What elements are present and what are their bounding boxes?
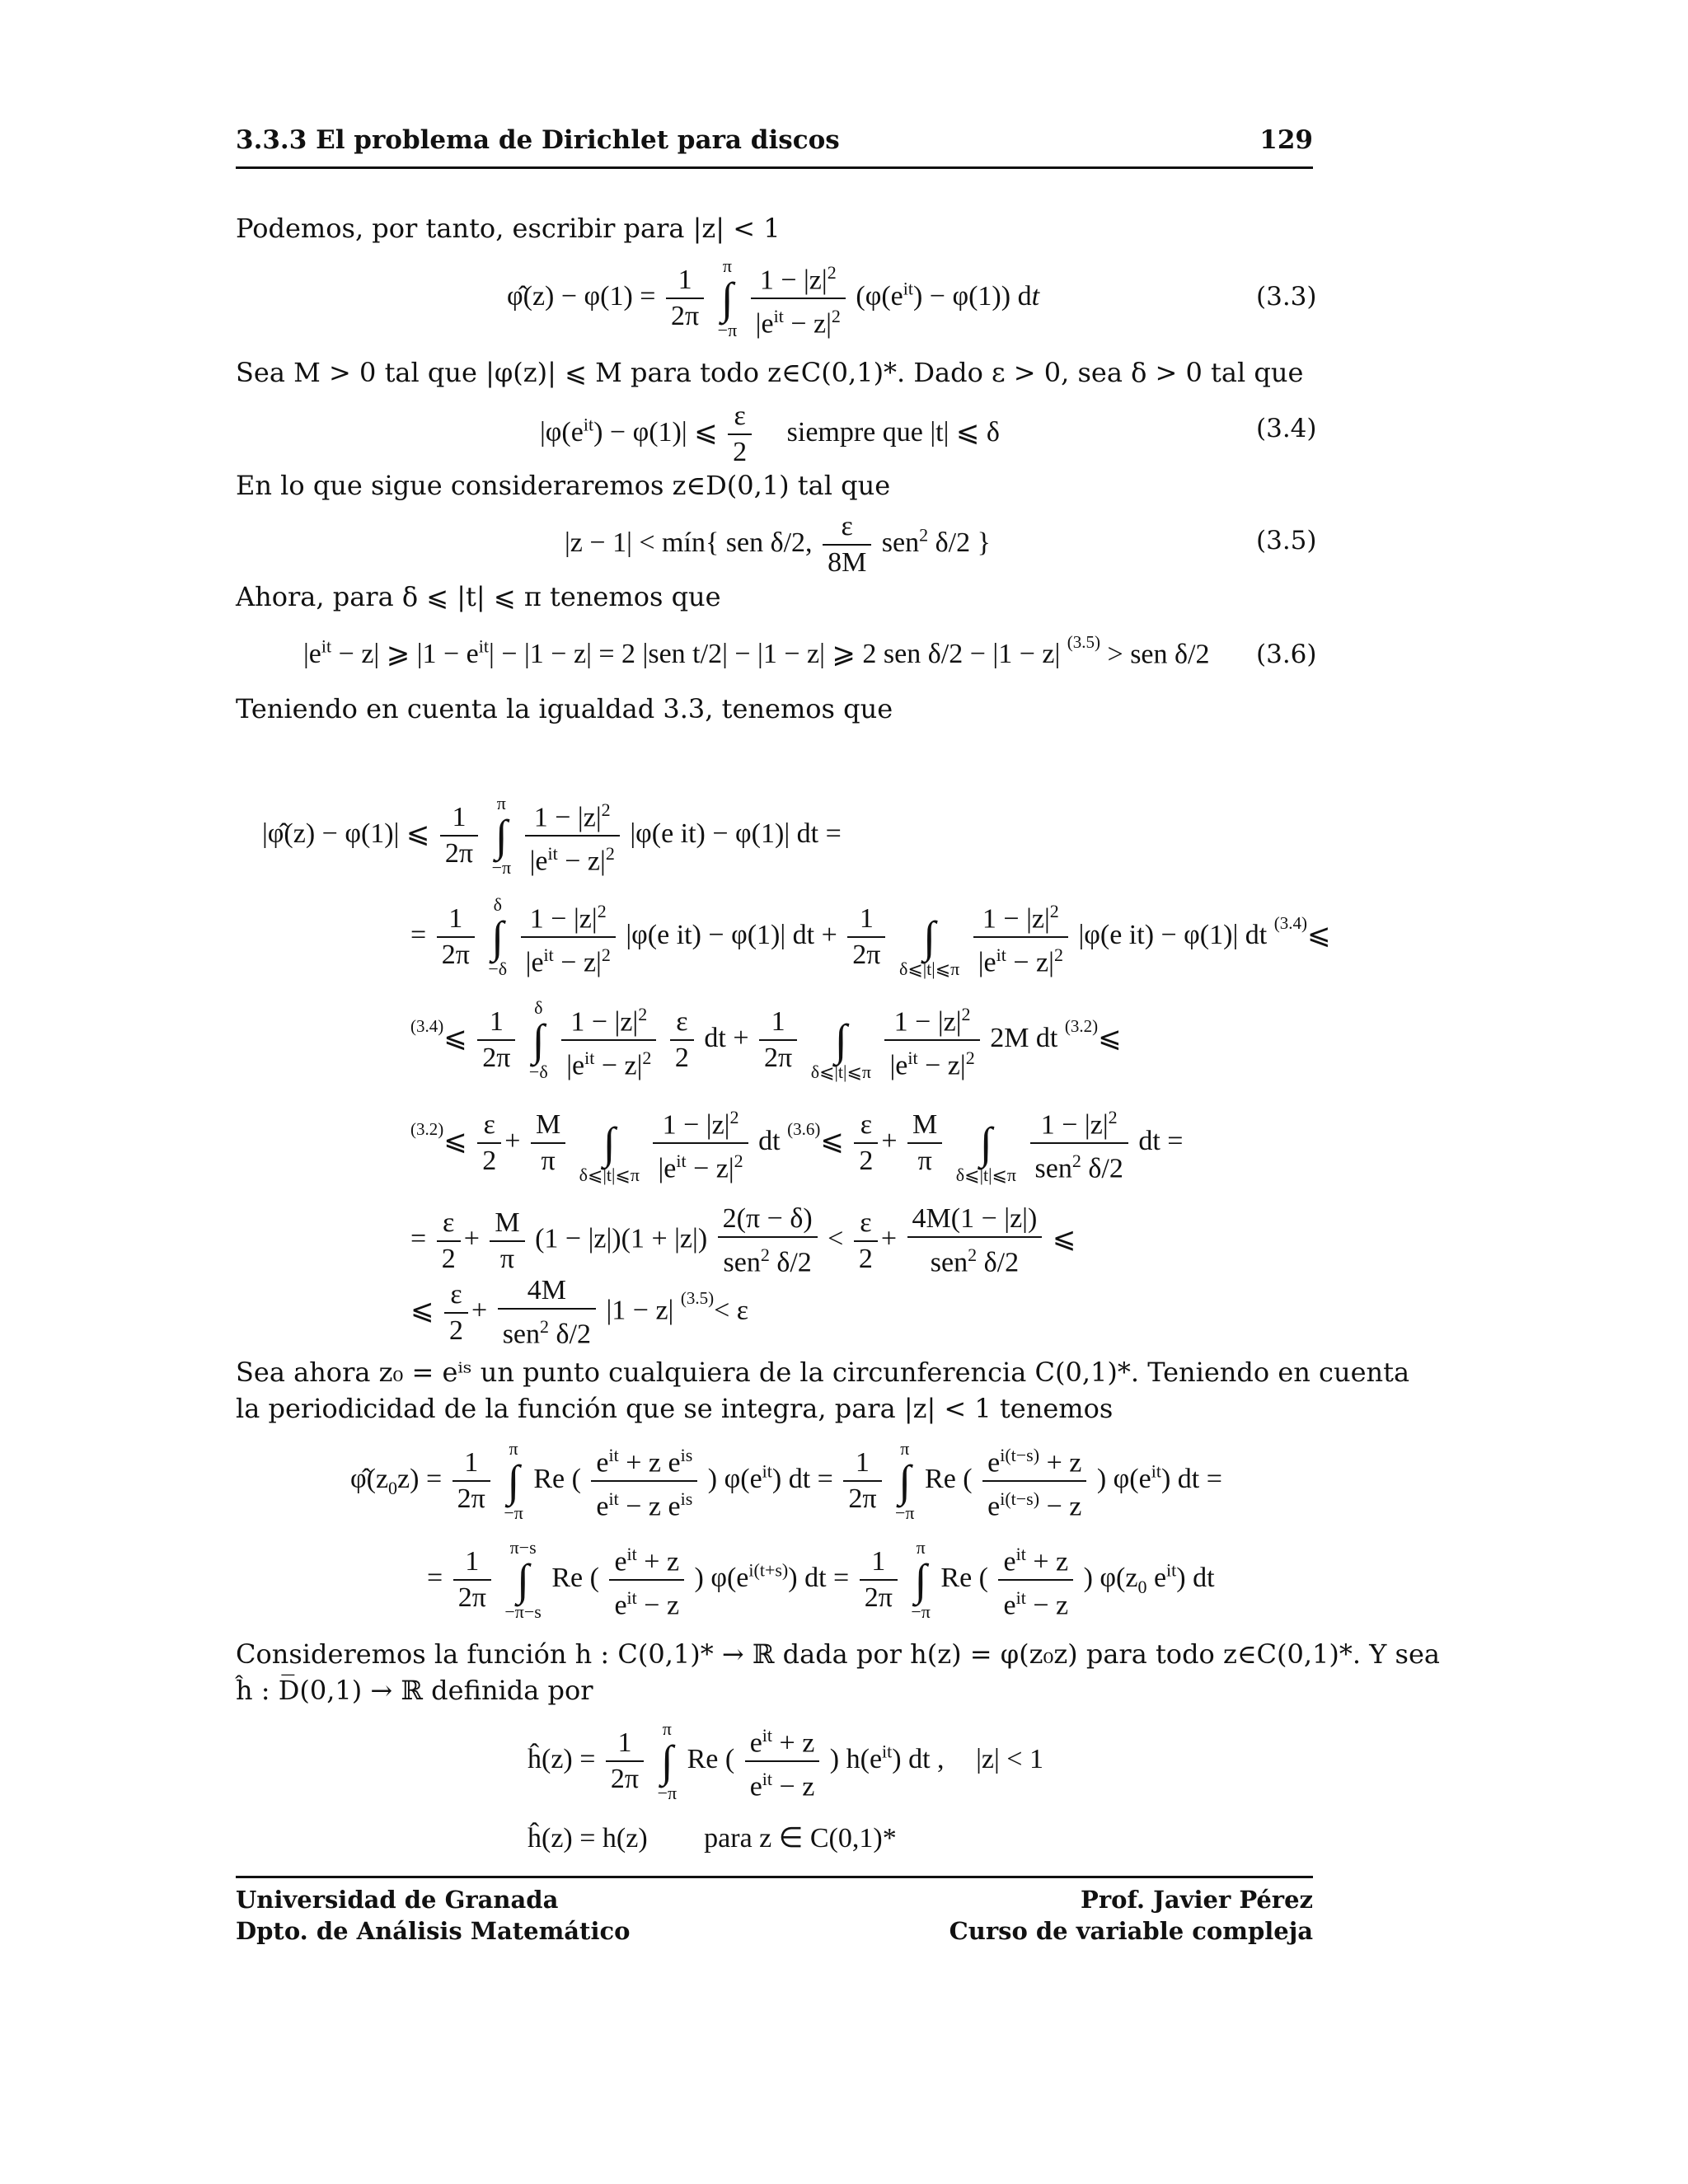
derivation-line-2: = $\frac{1}{2\pi}$ δ ∫ −δ $\frac{1 - |z|^2}{|e^{it} - z|^2}$ |φ(e it) − φ(1)| dt + $\frac{1}{2\pi}$ ∫ δ⩽|t|⩽π $\frac{1 - |z|^2}{|e^{it} - z|^2}$ |φ(e it) − φ(1)| dt $^{(3.4)}$⩽ bbox=[410, 894, 1331, 980]
running-header bbox=[236, 125, 1313, 169]
reference-3-2-a: (3.2) bbox=[1064, 1016, 1099, 1037]
equation-h-hat-2: ĥ(z) = h(z) para z ∈ C(0,1)* bbox=[528, 1823, 897, 1854]
equation-phi-hat-line-2: = $\frac{1}{2\pi}$ π−s ∫ −π−s Re ( $\frac{e^{it} + z}{e^{it} - z}$ ) $\varphi(e^{i(t+s)})$ dt = $\frac{1}{2\pi}$ π ∫ −π Re ( $\frac{e^{it} + z}{e^{it} - z}$ ) $\varphi(z_0$ $e^{it}$) dt bbox=[427, 1537, 1215, 1623]
paragraph-6-line-2: la periodicidad de la función que se integra, para |z| < 1 tenemos bbox=[236, 1393, 1114, 1424]
equation-3-4: $|\varphi(e^{it}) - \varphi(1)|$ ⩽ $\frac{\varepsilon}{2}$ siempre que |t| ⩽ δ bbox=[540, 401, 1000, 467]
equation-3-5: |z − 1| < mín{ sen δ/2, $\frac{\varepsilon}{8M}$ sen$^2$ δ/2 } bbox=[565, 511, 991, 578]
equation-number-3-3: (3.3) bbox=[1256, 282, 1317, 312]
equation-3-4-condition: siempre que |t| ⩽ δ bbox=[786, 416, 1000, 448]
page-number: 129 bbox=[1259, 125, 1313, 155]
h-hat-condition-1: |z| < 1 bbox=[976, 1744, 1043, 1775]
paragraph-5: Teniendo en cuenta la igualdad 3.3, tenemos que bbox=[236, 693, 893, 724]
equation-h-hat-1: ĥ(z) = $\frac{1}{2\pi}$ π ∫ −π Re ( $\frac{e^{it} + z}{e^{it} - z}$ ) $h(e^{it})$ dt , |z| < 1 bbox=[528, 1718, 1043, 1804]
h-hat-condition-2: para z ∈ C(0,1)* bbox=[704, 1823, 897, 1854]
paragraph-4: Ahora, para δ ⩽ |t| ⩽ π tenemos que bbox=[236, 581, 721, 612]
reference-3-6: (3.6) bbox=[787, 1119, 821, 1140]
paragraph-2: Sea M > 0 tal que |φ(z)| ⩽ M para todo z∈C(0,1)*. Dado ε > 0, sea δ > 0 tal que bbox=[236, 357, 1304, 388]
paragraph-1: Podemos, por tanto, escribir para |z| < 1 bbox=[236, 213, 781, 244]
equation-3-3: φ̂(z) − φ(1) = $\frac{1}{2\pi}$ π ∫ −π $\frac{1 - |z|^2}{|e^{it} - z|^2}$ $(\varphi(e^{it}) - \varphi(1))$ dt bbox=[507, 255, 1040, 341]
equation-number-3-4: (3.4) bbox=[1256, 414, 1317, 443]
reference-3-4-b: (3.4) bbox=[410, 1016, 444, 1037]
paragraph-6 bbox=[236, 1354, 1409, 1427]
equation-phi-hat-line-1: $\varphî(z_0z)$ = $\frac{1}{2\pi}$ π ∫ −π Re ( $\frac{e^{it} + z e^{is}}{e^{it} - z e^{is}}$ ) $\varphi(e^{it})$ dt = $\frac{1}{2\pi}$ π ∫ −π Re ( $\frac{e^{i(t-s)} + z}{e^{i(t-s)} - z}$ ) $\varphi(e^{it})$ dt = bbox=[350, 1438, 1222, 1524]
derivation-line-3: $^{(3.4)}$⩽ $\frac{1}{2\pi}$ δ ∫ −δ $\frac{1 - |z|^2}{|e^{it} - z|^2}$ $\frac{\varepsilon}{2}$ dt + $\frac{1}{2\pi}$ ∫ δ⩽|t|⩽π $\frac{1 - |z|^2}{|e^{it} - z|^2}$ 2M dt $^{(3.2)}$⩽ bbox=[410, 997, 1122, 1083]
section-title: 3.3.3 El problema de Dirichlet para discos bbox=[236, 125, 840, 155]
footer-right bbox=[950, 1884, 1313, 1947]
reference-3-4-a: (3.4) bbox=[1273, 913, 1307, 934]
paragraph-7-line-1: Consideremos la función h : C(0,1)* → ℝ dada por h(z) = φ(z₀z) para todo z∈C(0,1)*. Y sea bbox=[236, 1638, 1440, 1670]
paragraph-6-line-1: Sea ahora z₀ = eⁱˢ un punto cualquiera de la circunferencia C(0,1)*. Teniendo en cuenta bbox=[236, 1357, 1410, 1388]
footer-department: Dpto. de Análisis Matemático bbox=[236, 1917, 631, 1945]
derivation-line-5: = $\frac{\varepsilon}{2}$ + $\frac{M}{\pi}$ (1 − |z|)(1 + |z|) $\frac{2(\pi - \delta)}{sen^2 \delta/2}$ < $\frac{\varepsilon}{2}$ + $\frac{4M(1 - |z|)}{sen^2 \delta/2}$ ⩽ bbox=[410, 1203, 1076, 1278]
derivation-line-4: $^{(3.2)}$⩽ $\frac{\varepsilon}{2}$ + $\frac{M}{\pi}$ ∫ δ⩽|t|⩽π $\frac{1 - |z|^2}{|e^{it} - z|^2}$ dt $^{(3.6)}$⩽ $\frac{\varepsilon}{2}$ + $\frac{M}{\pi}$ ∫ δ⩽|t|⩽π $\frac{1 - |z|^2}{sen^2 \delta/2}$ dt = bbox=[410, 1100, 1183, 1187]
footer-course: Curso de variable compleja bbox=[949, 1917, 1313, 1945]
reference-3-5-b: (3.5) bbox=[680, 1288, 715, 1309]
equation-number-3-6: (3.6) bbox=[1256, 640, 1317, 669]
equation-3-6: $|e^{it} - z|$ ⩾ $|1 - e^{it}| - |1 - z| = 2$ |sen t/2| − |1 − z| ⩾ 2 sen δ/2 − |1 − z| $^{(3.5)}$ > sen δ/2 bbox=[303, 632, 1210, 670]
footer-university: Universidad de Granada bbox=[236, 1886, 559, 1914]
reference-3-5: (3.5) bbox=[1067, 632, 1101, 653]
footer-author: Prof. Javier Pérez bbox=[1081, 1886, 1313, 1914]
paragraph-3: En lo que sigue consideraremos z∈D(0,1) tal que bbox=[236, 470, 891, 501]
paragraph-7-line-2: ĥ : D̅(0,1) → ℝ definida por bbox=[236, 1675, 593, 1706]
footer-rule bbox=[236, 1876, 1313, 1878]
derivation-line-6: ⩽ $\frac{\varepsilon}{2}$ + $\frac{4M}{sen^2 \delta/2}$ |1 − z| $^{(3.5)}$< ε bbox=[410, 1275, 749, 1350]
paragraph-7 bbox=[236, 1636, 1440, 1708]
reference-3-2-b: (3.2) bbox=[410, 1119, 444, 1140]
derivation-line-1: |φ̂(z) − φ(1)| ⩽ $\frac{1}{2\pi}$ π ∫ −π $\frac{1 - |z|^2}{|e^{it} - z|^2}$ |φ(e it) − φ(1)| dt = bbox=[262, 793, 842, 879]
footer-left bbox=[236, 1884, 630, 1947]
equation-number-3-5: (3.5) bbox=[1256, 526, 1317, 555]
